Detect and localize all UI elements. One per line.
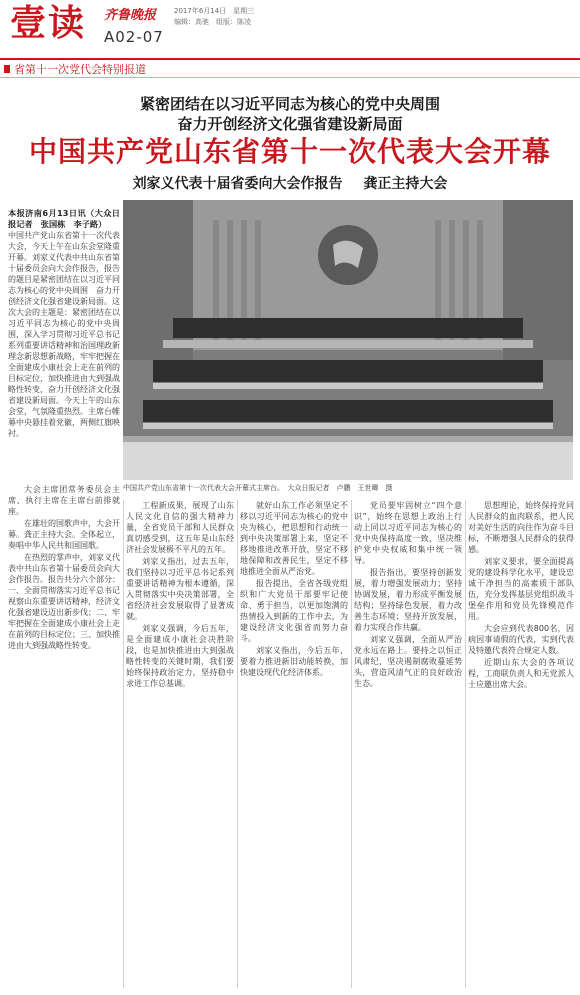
- body-paragraph: 思想理论，始终保持党同人民群众的血肉联系，把人民对美好生活的向往作为奋斗目标，不断增强人民群众的获得感。: [468, 501, 574, 554]
- body-paragraph: 在热烈的掌声中，刘家义代表中共山东省第十届委员会向大会作报告。报告共分六个部分：一、全面贯彻落实习近平总书记视察山东重要讲话精神，经济文化强省建设迈出新步伐；二、牢牢把握在全面建成小康社会上走在前列的目标定位；三、加快推进由大到强战略性转变。: [8, 553, 120, 650]
- subheadline-part-2: 龚正主持大会: [363, 176, 448, 192]
- body-paragraph: 近期山东大会的各项议程，工商联负责人和无党派人士应邀出席大会。: [468, 658, 574, 689]
- body-paragraph: 大会主席团常务委员会主席、执行主席在主席台前排就座。: [8, 485, 120, 516]
- body-paragraph: 工程新成果，展现了山东人民文化自信的强大精神力量，全省党员干部和人民群众真切感受到，这五年是山东经济社会发展极不平凡的五年。: [126, 501, 234, 554]
- congress-photo: [123, 200, 573, 480]
- body-column-3: [240, 500, 348, 990]
- column-divider: [123, 500, 124, 988]
- masthead-divider: [0, 58, 580, 60]
- subheadline: [0, 173, 580, 193]
- body-paragraph: 报告提出，全省各级党组织和广大党员干部要牢记使命、勇于担当，以更加饱满的热情投入到新的工作中去，为建设经济文化强省而努力奋斗。: [240, 579, 348, 643]
- issue-date: 2017年6月14日 星期三: [174, 7, 255, 15]
- column-divider: [465, 500, 466, 988]
- body-paragraph: 报告指出，要坚持创新发展，着力增强发展动力；坚持协调发展，着力形成平衡发展结构；坚持绿色发展，着力改善生态环境；坚持开放发展，着力实现合作共赢。: [354, 568, 462, 632]
- body-paragraph: 在雄壮的国歌声中，大会开幕。龚正主持大会。全体起立，奏唱中华人民共和国国歌。: [8, 519, 120, 550]
- body-paragraph: 刘家义强调，今后五年，是全面建成小康社会决胜阶段，也是加快推进由大到强战略性转变的关键时期，我们要始终保持政治定力，坚持稳中求进工作总基调。: [126, 624, 234, 688]
- subheadline-part-1: 刘家义代表十届省委向大会作报告: [132, 176, 343, 192]
- body-paragraph: 党员要牢固树立“四个意识”，始终在思想上政治上行动上同以习近平同志为核心的党中央保持高度一致，坚决维护党中央权威和集中统一领导。: [354, 501, 462, 565]
- body-column-2: [126, 500, 234, 990]
- photo-caption: 中国共产党山东省第十一次代表大会开幕式主席台。 大众日报记者 卢鹏 王世卿 摄: [123, 484, 393, 492]
- page-number: A02-07: [104, 28, 164, 46]
- section-bar-label: 省第十一次党代会特别报道: [14, 63, 146, 76]
- section-bar: [0, 62, 580, 78]
- body-column-1: [8, 484, 120, 990]
- column-divider: [351, 500, 352, 988]
- body-paragraph: 大会应到代表800名，因病因事请假的代表，实到代表及特邀代表符合规定人数。: [468, 624, 574, 655]
- lead-body: 中国共产党山东省第十一次代表大会，今天上午在山东会堂隆重开幕。刘家义代表中共山东省第十届委员会向大会作报告，报告的题目是紧密团结在以习近平同志为核心的党中央周围 奋力开创经济文化强省建设新局面。这次大会的主题是：紧密团结在以习近平同志为核心的党中央周围，深入学习贯彻习近平总书记系列重要讲话精神和治国理政新理念新思想新战略，牢牢把握在全面建成小康社会上走在前列的目标定位，加快推进由大到强战略性转变，奋力开创经济文化强省建设新局面。今天上午的山东会堂，气氛隆重热烈。主席台帷幕中央悬挂着党徽，两侧红旗映衬。: [8, 231, 120, 438]
- lead-column: [8, 208, 120, 476]
- body-paragraph: 刘家义指出，今后五年，要着力推进新旧动能转换，加快建设现代化经济体系。: [240, 646, 348, 677]
- editor-credit: 编辑：高驰 组版：陈凌: [174, 18, 251, 26]
- body-paragraph: 刘家义强调，全面从严治党永远在路上。要持之以恒正风肃纪，坚决遏制腐败蔓延势头，营造风清气正的良好政治生态。: [354, 635, 462, 688]
- main-headline: 中国共产党山东省第十一次代表大会开幕: [28, 135, 551, 168]
- body-paragraph: 就好山东工作必须坚定不移以习近平同志为核心的党中央为核心，把思想和行动统一到中央决策部署上来，坚定不移地推进改革开放，坚定不移地保障和改善民生，坚定不移地推进全面从严治党。: [240, 501, 348, 576]
- masthead: [0, 0, 580, 58]
- paper-logo: 齐鲁晚报: [104, 8, 157, 23]
- section-title: 壹读: [10, 3, 87, 44]
- body-paragraph: 刘家义指出，过去五年，我们坚持以习近平总书记系列重要讲话精神为根本遵循，深入贯彻落实中央决策部署，全省经济社会发展取得了显著成就。: [126, 557, 234, 621]
- body-paragraph: 刘家义要求，要全面提高党的建设科学化水平，建设忠诚干净担当的高素质干部队伍，充分发挥基层党组织战斗堡垒作用和党员先锋模范作用。: [468, 557, 574, 621]
- kicker-line-2: 奋力开创经济文化强省建设新局面: [177, 115, 403, 133]
- congress-hall-illustration: [123, 200, 573, 480]
- kicker-line-1: 紧密团结在以习近平同志为核心的党中央周围: [139, 95, 440, 113]
- section-square-icon: [4, 65, 10, 73]
- body-column-5: [468, 500, 574, 990]
- column-divider: [237, 500, 238, 988]
- body-column-4: [354, 500, 462, 990]
- lead-byline: 本报济南6月13日讯（大众日报记者 张国栋 李子路）: [8, 208, 120, 229]
